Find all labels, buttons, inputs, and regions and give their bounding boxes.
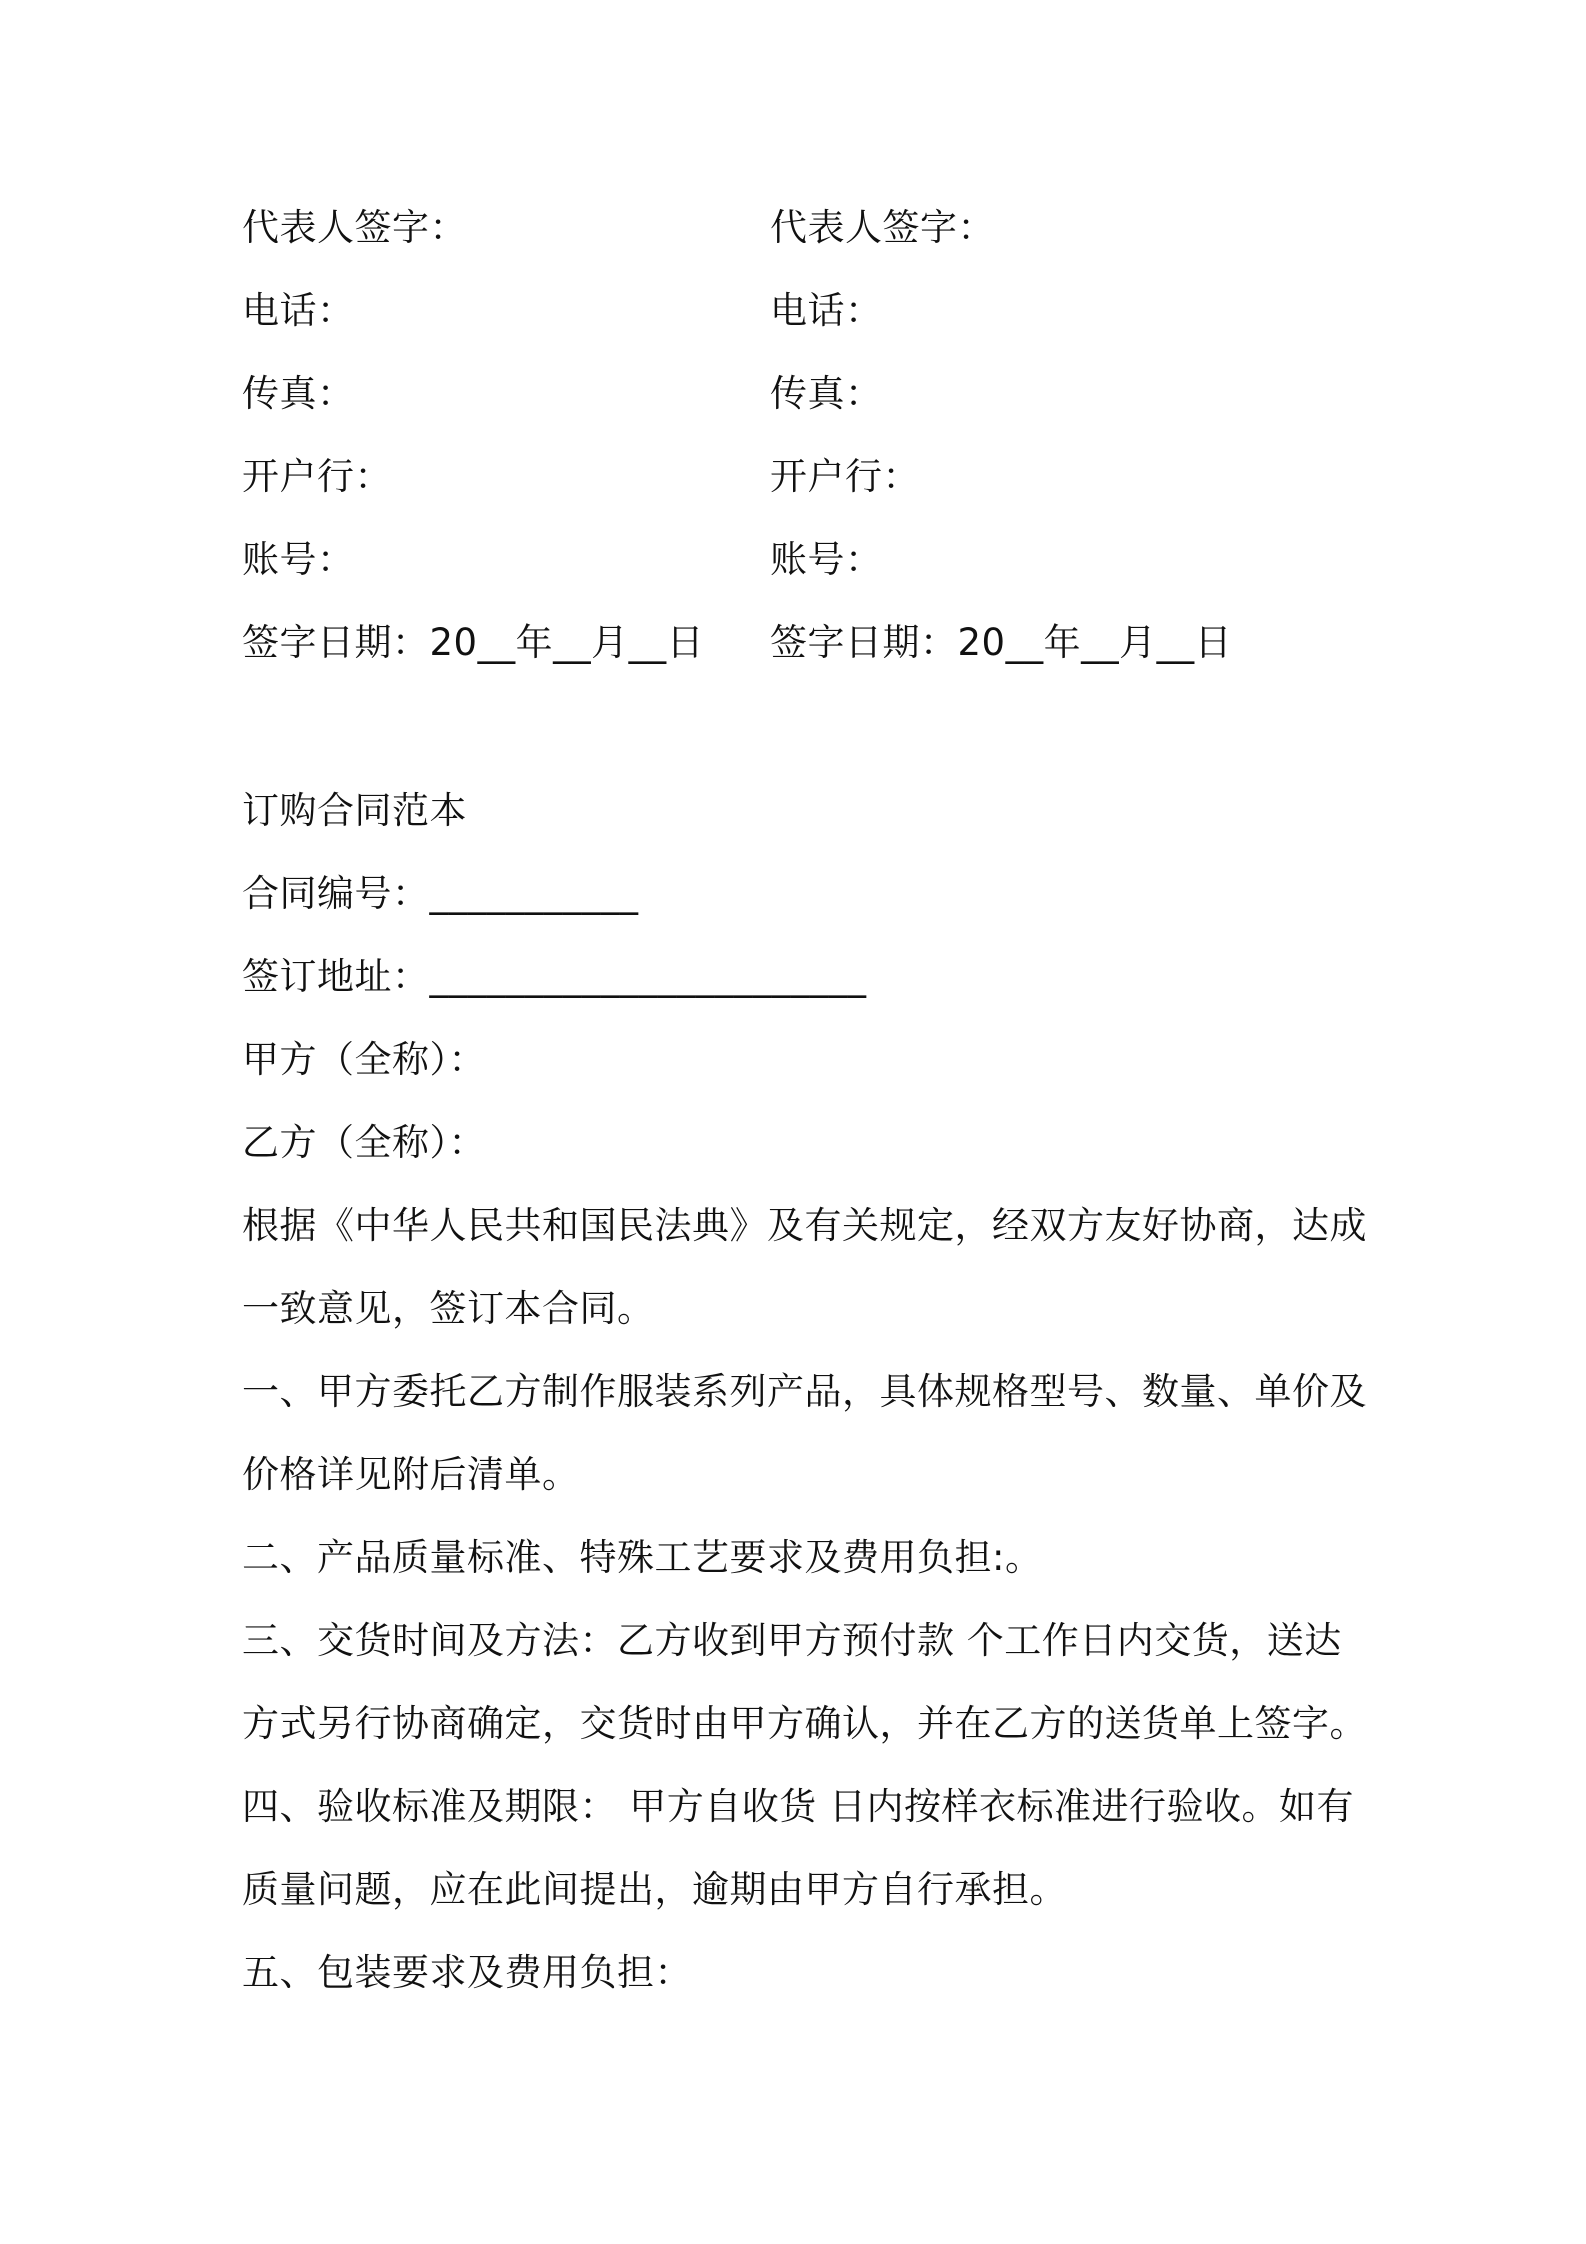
contract-title: 订购合同范本 bbox=[242, 789, 467, 832]
clause-4-line-2: 质量问题，应在此间提出，逾期由甲方自行承担。 bbox=[242, 1868, 1067, 1911]
party-b-fax-label: 传真： bbox=[770, 372, 883, 415]
party-b-account-label: 账号： bbox=[770, 538, 883, 581]
clause-3-line-2: 方式另行协商确定，交货时由甲方确认，并在乙方的送货单上签字。 bbox=[242, 1702, 1367, 1745]
party-a-sign-date-label: 签字日期：20__年__月__日 bbox=[242, 621, 705, 664]
preamble-line-1: 根据《中华人民共和国民法典》及有关规定，经双方友好协商，达成 bbox=[242, 1204, 1367, 1247]
party-b-representative-label: 代表人签字： bbox=[770, 206, 995, 249]
preamble-line-2: 一致意见，签订本合同。 bbox=[242, 1287, 655, 1330]
clause-5: 五、包装要求及费用负担： bbox=[242, 1951, 692, 1994]
clause-2: 二、产品质量标准、特殊工艺要求及费用负担:。 bbox=[242, 1536, 1043, 1579]
party-b-sign-date-label: 签字日期：20__年__月__日 bbox=[770, 621, 1233, 664]
sign-address-field: 签订地址：_______________________ bbox=[242, 955, 867, 998]
clause-1-line-1: 一、甲方委托乙方制作服装系列产品，具体规格型号、数量、单价及 bbox=[242, 1370, 1367, 1413]
clause-4-line-1: 四、验收标准及期限： 甲方自收货 日内按样衣标准进行验收。如有 bbox=[242, 1785, 1355, 1828]
party-b-phone-label: 电话： bbox=[770, 289, 883, 332]
clause-3-line-1: 三、交货时间及方法：乙方收到甲方预付款 个工作日内交货，送达 bbox=[242, 1619, 1342, 1662]
party-a-bank-label: 开户行： bbox=[242, 455, 392, 498]
party-a-account-label: 账号： bbox=[242, 538, 355, 581]
party-b-fullname-field: 乙方（全称）： bbox=[242, 1121, 486, 1164]
clause-1-line-2: 价格详见附后清单。 bbox=[242, 1453, 580, 1496]
contract-number-field: 合同编号：___________ bbox=[242, 872, 639, 915]
party-a-fax-label: 传真： bbox=[242, 372, 355, 415]
party-a-phone-label: 电话： bbox=[242, 289, 355, 332]
party-a-fullname-field: 甲方（全称）： bbox=[242, 1038, 486, 1081]
party-b-bank-label: 开户行： bbox=[770, 455, 920, 498]
party-a-representative-label: 代表人签字： bbox=[242, 206, 467, 249]
